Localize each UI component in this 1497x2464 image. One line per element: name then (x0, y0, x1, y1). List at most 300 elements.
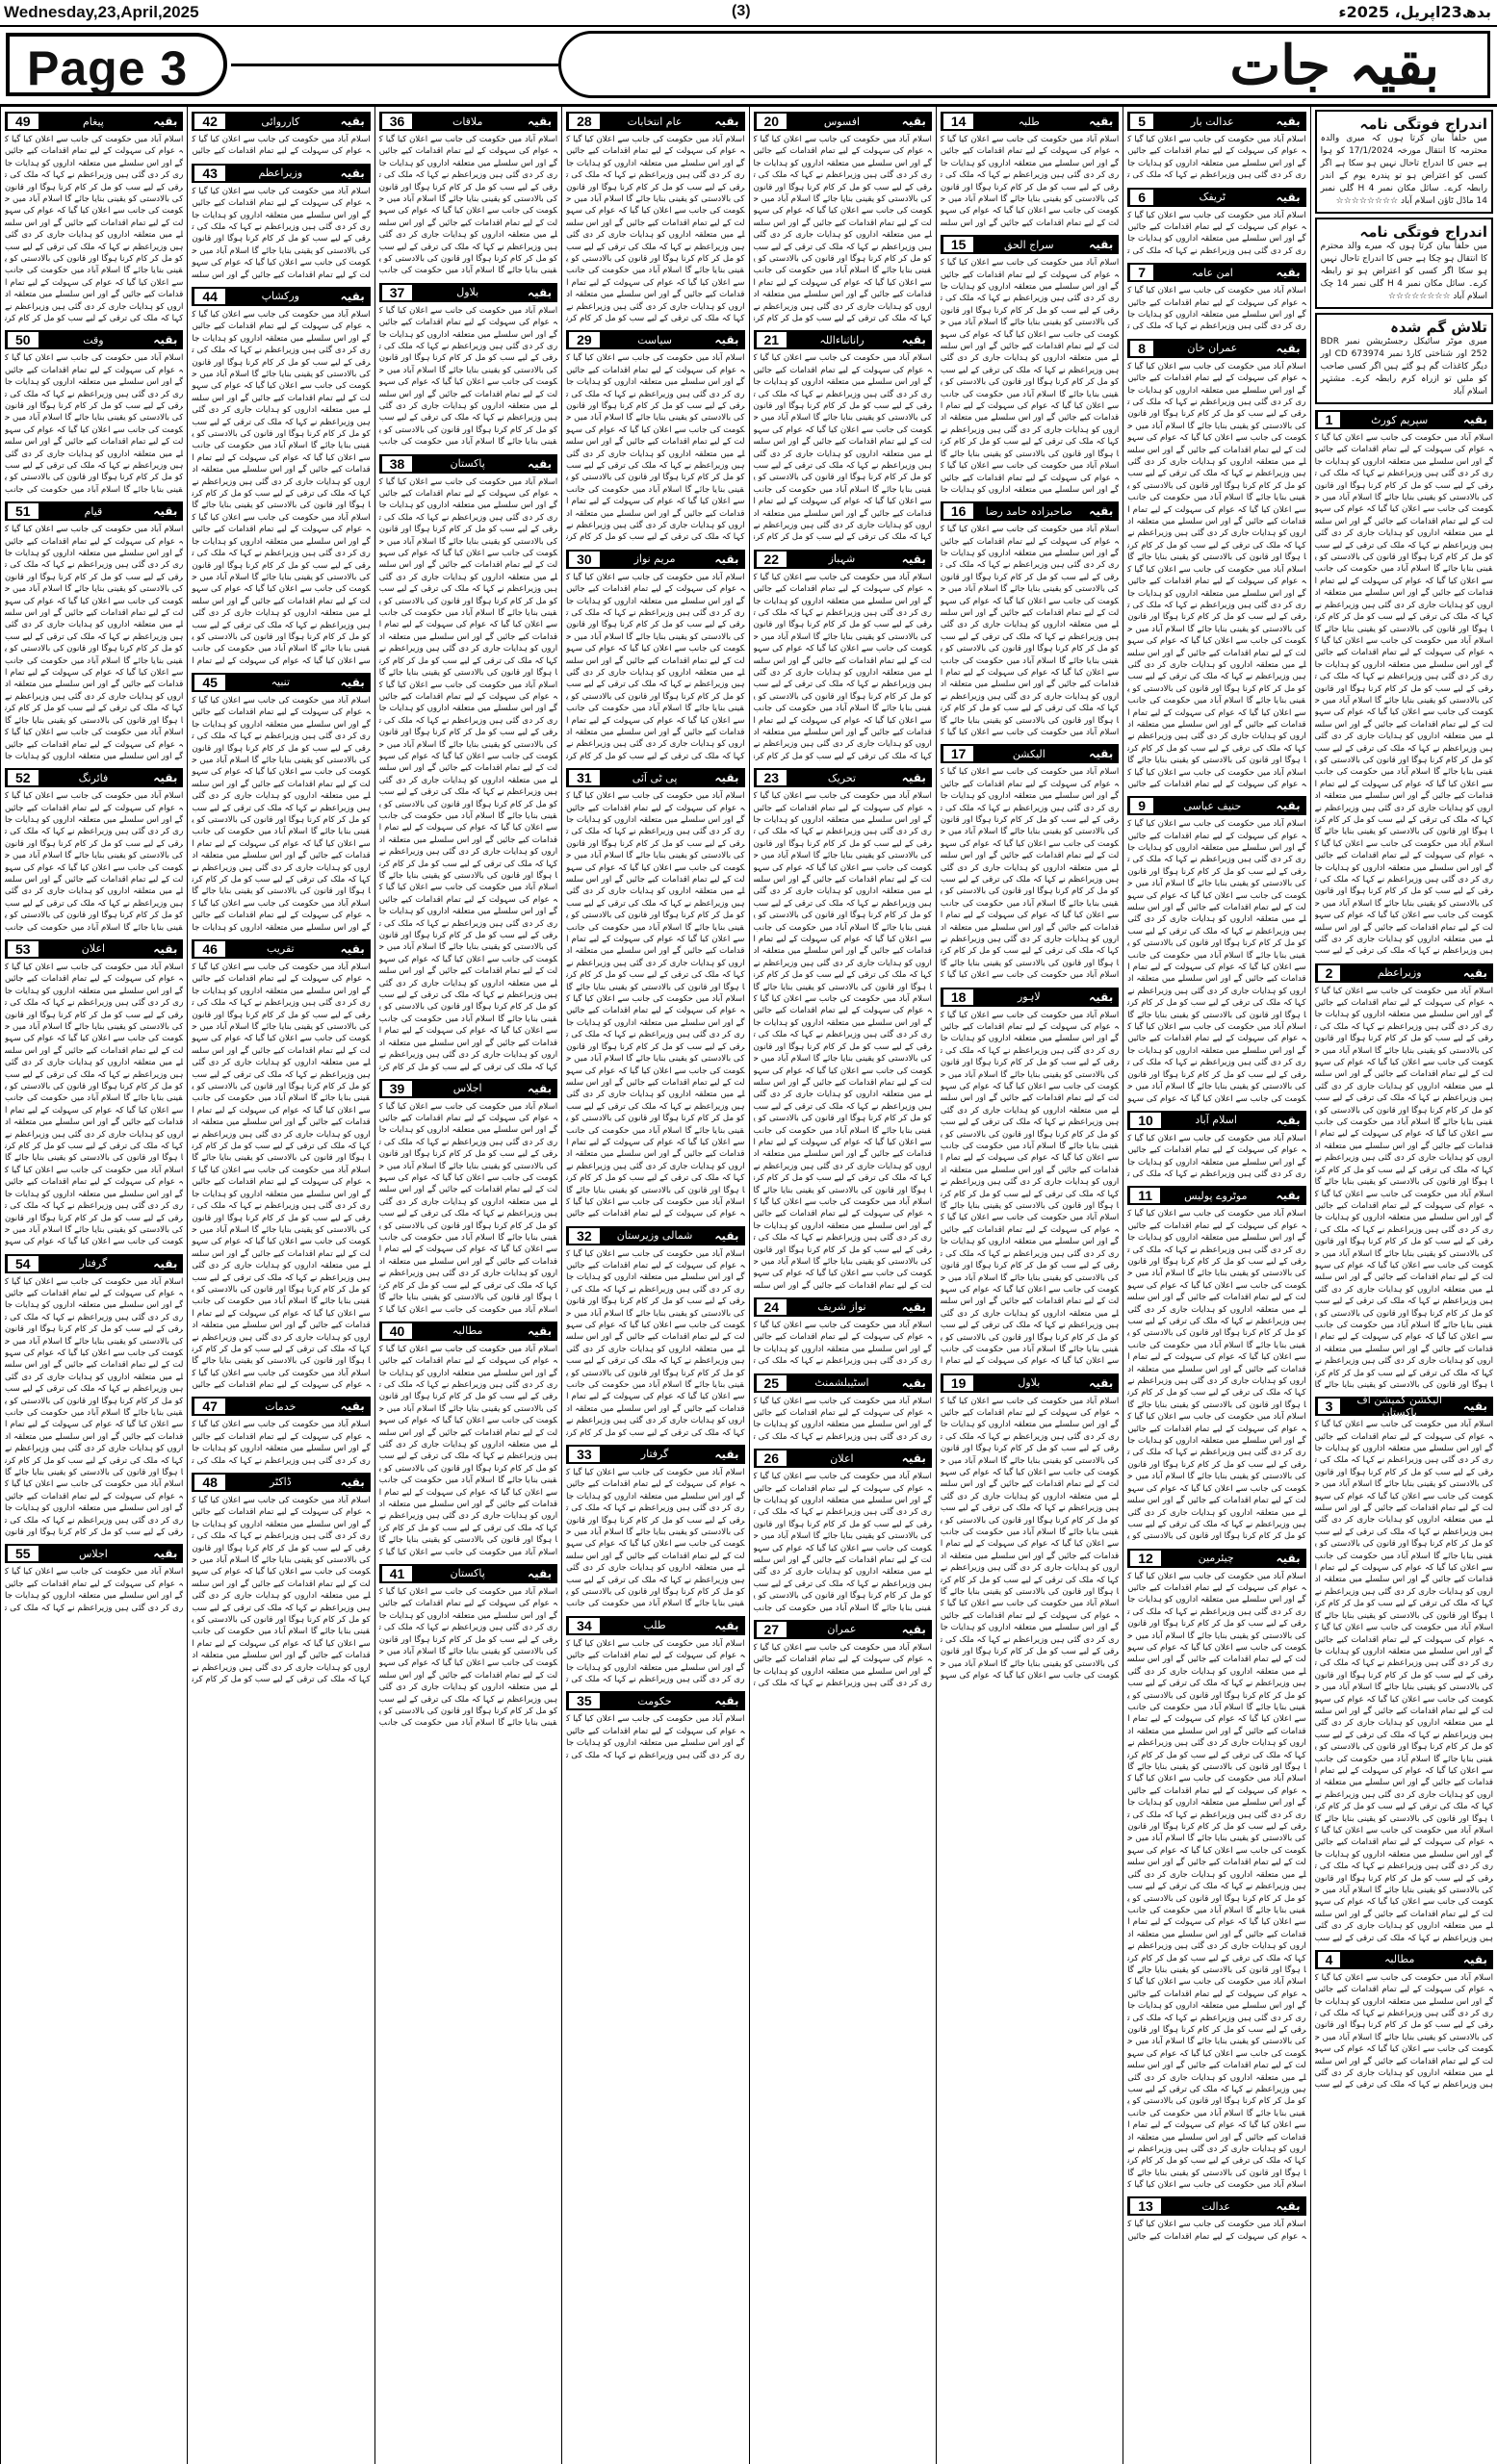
continuation-section (5, 330, 183, 496)
bqiya-label: بقیہ (1276, 1551, 1301, 1565)
date-right: بدھ23اپریل، 2025ء (1338, 3, 1491, 21)
date-left: Wednesday,23,April,2025 (4, 3, 199, 21)
bqiya-label: بقیہ (714, 771, 739, 785)
section-body-text: اسلام آباد میں حکومت کی جانب سے اعلان کیا گیا کہ عوام کی سہولت کے لیے تمام اقدامات کیے جائیں گے اور اس سلسلے میں متعلقہ اداروں کو ہدایات جاری کر دی گئی ہیں وزیراعظم نے کہا کہ ملک کی ت (753, 1642, 932, 1689)
section-number: 45 (194, 674, 226, 691)
section-body-text: اسلام آباد میں حکومت کی جانب سے اعلان کیا گیا کہ عوام کی سہولت کے لیے تمام اقدامات کیے جائیں گے اور اس سلسلے میں متعلقہ اداروں کو ہدایات جاری کر دی گئی ہیں وزیراعظم نے کہا کہ ملک کی ت (566, 1714, 745, 1760)
column-3 (936, 106, 1123, 2464)
section-body-text: اسلام آباد میں حکومت کی جانب سے اعلان کیا گیا کہ عوام کی سہولت کے لیے تمام اقدامات کیے جائیں گے اور اس سلسلے میں متعلقہ اداروں کو ہدایات جاری کر دی گئی ہیں وزیراعظم نے کہا کہ ملک کی ترقی کے لیے سب کو مل کر کام کرنا ہوگا اور قانون کی بالادستی کو یقینی بنایا جائے گا اسلام آباد میں حکومت کی جانب سے اعلان کیا گیا کہ عوام کی سہولت کے لیے تمام اقدامات کیے جائیں گے اور اس سلسلے میں متعلقہ اداروں کو ہدایات جاری کر دی گئی ہیں وزیراعظم نے کہا کہ ملک کی ترقی کے لیے سب کو مل کر کام کرنا ہوگا اور قانون کی بالادستی کو یقینی بنایا جائے گا اسلام آباد میں حکومت کی جانب سے اعلان کیا گیا کہ عوام کی سہولت کے لیے تمام اقدامات کیے جائیں گے اور اس سلسلے میں متعلقہ اداروں کو ہدایات جاری کر دی گئی ہیں وزیراعظم نے کہا کہ ملک کی ترقی کے لیے سب کو مل کر کام کرنا ہوگا اور قانون کی بالادستی کو یقینی بنایا جائے گا اسلام آباد میں حکومت کی جانب سے اعلان کیا گیا کہ عوام کی سہولت کے لیے تمام اقدامات کیے جائیں گے اور اس سلسلے میں متعلقہ اداروں کو ہدایات جاری کر دی گئی ہیں وزیراعظم نے کہا کہ ملک کی ترقی کے لیے سب کو مل کر کام کرنا ہوگا اور قانون کی بالادستی کو یقینی بنایا جائے گا اسلام آباد میں حکومت کی جانب سے اعلان کیا گیا کہ عوام کی سہولت کے لیے تمام اقدامات کیے جائیں گے اور اس سلسلے میں متعلقہ اداروں کو ہدایات جاری کر دی گئی ہیں وزیراعظم نے کہا کہ ملک کی ترقی کے لیے سب کو مل کر کام کرنا ہوگا اور قانون کی بالادستی کو یقینی بنایا جائے گا اسلام آباد میں حکومت کی جانب سے اعلان کیا گیا کہ عوام کی سہولت کے لیے تمام اقدامات کیے جائیں گے اور اس سلسلے میں متعلقہ اداروں کو ہدایات جاری کر دی گئی ہیں وزیراعظم نے کہا کہ ملک کی ترقی کے لیے سب کو مل کر کام کرنا ہوگا اور قانون کی بالادستی کو یقینی بنایا جائے گا اسلام آباد میں حکومت کی جانب سے اعلان کیا گیا کہ عوام کی سہولت کے لیے تمام اقدامات کیے جائیں گے اور اس سلسلے میں متعلقہ اداروں کو ہدایات جاری کر دی گئی ہیں وزیراعظم نے کہا کہ ملک کی ترقی کے لیے سب کو مل کر کام کرنا ہوگا اور قانون کی بالادستی کو یقینی بنایا جائے گا اسلام آباد میں حکومت کی جانب سے اعلان کیا گیا کہ عوام کی سہولت کے لیے تمام اقدامات کیے جائیں گے اور اس سلسلے میں متعلقہ اداروں کو ہدایات جاری کر دی گئی ہیں وزیراعظم نے کہا کہ ملک کی ترقی کے لیے سب کو مل کر کام کرنا ہوگا اور قانون کی بالادستی کو یقینی بنایا جائے گا اسلام آباد میں حکومت کی جانب سے اعلان کیا گیا کہ عوام کی سہولت کے لیے تمام اقدامات کیے جائیں گے اور اس سلسلے میں متعلقہ اداروں کو ہدایات جاری کر دی گئی ہیں وزیراعظم نے کہا کہ ملک کی ترقی کے لیے سب کو مل کر کام کرنا ہوگا اور قانون کی بالادستی کو یقینی بنایا جائے گا اسلام آباد میں حکومت کی جانب سے اعلان کیا گیا ک (1127, 1571, 1306, 2191)
continuation-section (754, 1449, 932, 1614)
bqiya-label: بقیہ (340, 115, 365, 128)
section-number: 36 (381, 113, 414, 130)
bqiya-label: بقیہ (1276, 1113, 1301, 1127)
section-header (192, 1473, 370, 1492)
section-number: 8 (1129, 340, 1154, 357)
continuation-section (1314, 1394, 1493, 1944)
continuation-section (379, 1322, 557, 1558)
section-title: نواز شریف (817, 1300, 866, 1314)
notice-box (1315, 110, 1493, 214)
section-header (1127, 796, 1305, 815)
bqiya-label: بقیہ (340, 1475, 365, 1489)
section-body-text: اسلام آباد میں حکومت کی جانب سے اعلان کیا گیا کہ عوام کی سہولت کے لیے تمام اقدامات کیے جائیں گے اور اس سلسلے میں متعلقہ اداروں کو ہدایات جاری کر دی گئی ہیں وزیراعظم نے کہا کہ ملک کی ترقی کے لیے سب کو مل کر کام کرنا ہوگا اور قانون کی بالادستی کو یقینی بنایا جائے گا اسلام آباد میں حکومت کی جانب سے اعلان کیا گیا کہ عوام کی سہولت کے لیے تمام اقدامات کیے جائیں گے اور اس سلسلے میں متعلقہ اداروں کو ہدایات جاری کر دی گئی ہیں وزیراعظم نے کہا کہ ملک کی ترقی کے لیے سب کو مل کر کام کرنا ہوگا اور قانون کی بالادستی کو یقینی بنایا جائے گا اسلام آباد میں حکومت کی جانب سے اعلان کیا گیا کہ عوام کی سہولت کے لیے تمام اقدامات کیے جائیں گے اور اس سلسلے میں متعلقہ اداروں کو ہدایات جاری کر دی گئی ہیں وزیراعظم نے کہا کہ ملک کی ترقی کے لیے سب کو مل کر کام کرنا ہوگا اور قانون کی بالادستی کو یقینی بنایا جائے گا اسلام آباد میں حکومت کی جانب سے اعلان کیا گیا کہ عوام کی سہولت کے لیے تمام اقدامات کیے جائیں گے اور اس سلسلے میں متعلقہ اداروں کو ہدایات جاری کر دی گئی ہیں وزیراعظم نے کہا کہ ملک کی ترقی کے لیے سب کو مل کر کام کرنا ہوگا اور قانون کی بالادستی کو یقینی بنایا جائے گا اسلام آباد میں حکومت کی جانب سے اعلان کیا گیا کہ عوام کی سہولت کے لیے تمام اقدامات کیے جائیں گے اور اس سلسلے میں متعلقہ اداروں کو ہدایات جاری کر دی گئی ہیں وزیراعظم نے کہا کہ ملک کی ترقی کے لیے سب کو مل کر کام کرنا ہوگا اور قانون کی بالادستی کو یقینی بنایا جائے گا اسلام آباد میں حکومت کی جانب سے اعلان کیا گیا کہ عوام کی سہولت کے لیے تمام ا (940, 1010, 1120, 1367)
page-number: (3) (732, 3, 751, 19)
bqiya-label: بقیہ (1276, 190, 1301, 204)
section-title: اسٹیبلشمنٹ (814, 1376, 869, 1390)
column-5 (561, 106, 748, 2464)
continuation-section (5, 768, 183, 934)
section-header (1127, 1549, 1305, 1568)
section-title: عام انتخابات (627, 115, 683, 128)
section-body-text: اسلام آباد میں حکومت کی جانب سے اعلان کیا گیا کہ عوام کی سہولت کے لیے تمام اقدامات کیے جائیں گے اور اس سلسلے میں متعلقہ اداروں کو ہدایات جاری کر دی گئی ہیں وزیراعظم نے کہا کہ ملک کی ترقی کے لیے سب کو مل کر کام کرنا ہوگا اور قانون کی بالادستی کو یقینی بنایا جائے گا اسلام آباد میں حکومت کی جانب سے اعلان کیا گیا کہ عوام کی سہولت کے لیے تمام اقدامات کیے جائیں گے اور اس سلسلے میں متعلقہ اداروں کو ہدایات جاری کر دی گئی ہیں وزیراعظم نے کہا کہ ملک کی ترقی کے لیے سب کو مل کر کام کرنا ہوگا اور قانون کی بالادستی کو یقینی بنایا جائے گا اسلام آباد میں حکومت کی جانب (5, 353, 184, 495)
continuation-section (5, 1254, 183, 1539)
continuation-section (941, 112, 1119, 229)
section-title: سپریم کورٹ (1371, 413, 1429, 426)
continuation-section (192, 1473, 370, 1685)
section-body-text: اسلام آباد میں حکومت کی جانب سے اعلان کیا گیا کہ عوام کی سہولت کے لیے تمام اقدامات کیے جائیں گے اور اس سلسلے میں متعلقہ اداروں کو ہدایات جاری کر دی گئی ہیں وزیراعظم نے کہا کہ ملک کی ترقی کے لیے سب کو مل کر کام کرنا ہوگا اور قانون کی بالادستی کو یقینی بنایا جائے گا اسلام آباد میں حکومت کی جانب سے اعلان کیا گیا کہ عوام کی سہولت کے لیے تمام اقدامات کیے جائیں گے اور اس سلسلے میں متعلقہ اداروں کو ہدایات جاری کر دی گئی ہیں وزیراعظم نے کہا کہ ملک کی ترقی کے لیے سب کو مل کر کام کرنا ہوگا اور قانون کی بالادستی کو یقینی بنایا جائے گا اسلام آباد میں حکومت کی جانب سے اعلان کیا گیا کہ عوام کی سہولت کے لیے تمام اقدامات کیے جائیں گے اور اس سلسلے میں متعلقہ اداروں کو ہدایات جاری کر دی گئی ہیں وزیراعظم نے کہا کہ ملک کی ترقی کے لیے سب کو مل کر کام کرن (753, 135, 932, 324)
bqiya-label: بقیہ (340, 941, 365, 956)
bqiya-label: بقیہ (901, 115, 926, 128)
section-body-text: اسلام آباد میں حکومت کی جانب سے اعلان کیا گیا کہ عوام کی سہولت کے لیے تمام اقدامات کیے جائیں گے اور اس سلسلے میں متعلقہ اداروں کو ہدایات جاری کر دی گئی ہیں وزیراعظم نے کہا کہ ملک کی ترقی کے لیے سب کو مل کر کام کرنا ہوگا اور قانون کی بالادستی کو یقینی بنایا جائے گا اسلام آباد میں حکومت کی جانب سے اعلان کیا گیا کہ عوام کی سہولت کے لیے تمام اقدامات کیے جائیں گے اور اس سلسلے میں متعلقہ اداروں کو ہدایات جاری کر دی گئی ہیں وزیراعظم نے کہا کہ ملک کی ترقی کے لیے سب کو مل کر کام کرنا ہوگا اور قانون کی بالادستی کو یقینی بنایا جائے گا اسلام آباد میں حکومت کی جانب سے اعلان کیا گیا کہ عوام کی سہولت کے لیے تمام اقدامات کیے جائیں گے اور اس سلسلے میں متعلقہ اداروں کو ہدایات جاری کر دی گئی ہیں وزیراعظم نے کہا کہ ملک کی ترقی کے لیے سب کو مل کر کام کرنا ہوگا اور قانون کی بالادستی کو یقینی بنایا جائے گا اسلام آباد میں حکومت کی جانب سے اعلان کیا گیا کہ عوام کی سہولت کے لیے تمام اقدامات کیے جائیں گے اور اس سلسلے میں متعلقہ اداروں کو ہدایات جا (5, 525, 184, 761)
section-number: 51 (7, 502, 39, 520)
section-title: پاکستان (450, 1567, 485, 1580)
section-title: بلاول (1018, 1376, 1041, 1390)
section-body-text: اسلام آباد میں حکومت کی جانب سے اعلان کیا گیا کہ عوام کی سہولت کے لیے تمام اقدامات کیے جائیں گے اور اس سلسلے میں متعلقہ اداروں کو ہدایات جاری کر دی گئی ہیں وزیراعظم نے کہا کہ ملک کی ترقی کے لیے سب کو مل کر کام کرنا ہوگا اور قانون کی بالادستی کو یقینی بنایا جائے گا اسلام آباد میں حکومت کی جانب سے اعلان کیا گیا کہ عوام کی سہولت کے لیے تمام اقدامات کیے جائیں گے اور اس سلسلے میں متعلقہ اداروں کو ہدایات جاری کر دی گئی ہیں وزیراعظم نے کہا کہ ملک کی ترقی کے لیے سب کو مل کر کام کرنا ہوگا اور قانون کی بالادستی کو یقینی بنایا جائے گا اسلام آباد میں حکومت کی جانب سے اعلان کیا گیا کہ عوام کی سہولت کے لیے تمام اقدامات کیے جائیں گے اور اس سلسلے میں متعلقہ اداروں کو ہدایات جاری کر دی گئی ہیں وزیراعظم نے کہا کہ ملک کی ترقی کے لیے سب کو مل کر کام کرنا ہوگا اور قانون کی بالادستی کو یقینی بنایا جائے گا اسلام آباد میں حکومت کی جانب سے اعلان کیا گیا کہ عوام کی سہولت کے لیے تمام اقدامات کیے جائیں گے اور اس سلسلے میں متعلقہ اداروں کو ہدایات جاری کر دی گئی ہیں وزیراعظم نے کہا کہ ملک کی ترقی کے لیے سب کو مل کر کام کرنا ہوگا اور قانون کی بالادستی کو یقینی بنایا جائے گا اسلام آباد میں حکومت کی جانب سے اعلان کیا گیا کہ عوام کی سہولت کے لیے تمام اقدامات کیے جائیں گے اور اس سلسلے میں متعلقہ اداروں کو ہدایات جاری کر دی گئی ہیں وزیراعظم نے کہا کہ ملک کی ترقی کے لیے سب کو مل کر کام کرنا ہوگا اور قانون کی بالادستی کو ی (1127, 1209, 1306, 1542)
section-title: خدمات (265, 1399, 297, 1413)
section-title: ٹریفک (1199, 191, 1226, 204)
section-body-text: اسلام آباد میں حکومت کی جانب سے اعلان کیا گیا کہ عوام کی سہولت کے لیے تمام اقدامات کیے جائیں گے اور اس سلسلے میں متعلقہ اداروں کو ہدایات جاری کر دی گئی ہیں وزیراعظم نے کہا کہ ملک کی ترقی کے لیے سب کو مل کر کام کرنا ہوگا اور قانون کی بالادستی کو یقینی بنایا جائے گا اسلام آباد میں حکومت کی جانب سے اعلان کیا گیا کہ عوام کی سہولت کے لیے تمام اقدامات کیے جائیں گے اور اس سلسلے میں متعلقہ اداروں کو ہدایات جاری کر دی گئی ہیں وزیراعظم نے کہا کہ ملک کی ترقی کے لیے سب کو مل کر کام کرنا ہوگا اور قانون کی بالادستی کو یقینی بنایا جائے گا اسلام آباد میں حکومت کی جانب سے اعلان کیا گیا کہ عوام کی سہولت کے لیے تمام اقدامات کیے جائیں گے اور اس سلسلے میں متعلقہ اداروں کو ہدایات جاری کر دی گئی ہیں وزیراعظم نے کہا کہ ملک کی ترقی کے لیے سب کو مل کر کام کرنا ہوگا اور قانون کی بالادستی کو یقینی بنایا جائے گا اسلام آباد میں حکومت کی جانب سے اعلان کیا گیا ک (378, 1101, 558, 1315)
section-number: 11 (1129, 1187, 1161, 1204)
section-header (1127, 2196, 1305, 2216)
section-header (1127, 112, 1305, 131)
section-body-text: اسلام آباد میں حکومت کی جانب سے اعلان کیا گیا کہ عوام کی سہولت کے لیے تمام اقدامات کیے جائیں گے اور اس سلسلے میں متعلقہ اداروں کو ہدایات جاری کر دی گئی ہیں وزیراعظم نے کہا کہ ملک کی ترقی کے لیے سب کو مل کر کام کرنا ہوگا اور قانون کی بالادستی کو یقینی بنایا جائے گا اسلام آباد میں حکومت کی جانب سے اعلان کیا گیا کہ عوام کی سہولت کے لیے تمام اقدامات کیے جائیں گے اور اس سلسلے میں متعلقہ اداروں کو ہدایات جاری کر دی گئی ہیں وزیراعظم نے کہا کہ ملک کی ترقی کے لیے سب کو مل کر کام کرنا ہوگا اور قانون کی بالادستی کو یقینی بنایا جائے گا اسلام آباد میں حکومت کی جانب سے اعلان کیا گیا کہ عوام کی سہولت کے لیے تمام اقدامات کیے جائیں گے اور اس سلسلے میں متعلقہ اداروں کو ہدایات جاری کر دی گئی ہیں وزیراعظم نے کہا کہ ملک کی ترقی کے لیے سب کو مل کر کام کرنا ہوگا اور قانون کی بالادستی کو یقینی بنایا جائے گا اسلام آباد میں حکومت کی جانب سے اعلان کیا گیا کہ عوام کی سہولت کے لیے تمام اقدامات کیے جائیں گے اور اس سلسلے میں متعلقہ اداروں کو ہدایات جاری کر دی گئی ہیں وزیراعظم نے کہا کہ ملک کی ترقی کے لیے سب کو مل کر کام کرنا ہوگا اور قانون کی بالادستی کو یقینی بنایا جائے گا اسلام آباد میں حکومت کی جانب سے اعلان کیا گیا کہ عوام کی سہولت کے لیے تمام اقدامات کیے جائیں گے اور اس سلسلے میں متعلقہ اداروں کو ہدایات جاری کر دی گئی ہیں وزیراعظم نے کہا کہ ملک کی ترقی کے لیے سب کو مل کر کام کرنا ہوگا اور قانون کی بالادستی کو یقینی بنایا جائے گا اسلام آباد میں حکومت کی جانب سے اعلان کیا گیا کہ عوام کی سہولت کے لیے تمام اقدامات کیے جائیں گے اور اس سلسلے میں متعلقہ اداروں کو ہدایات جاری کر دی گئی ہیں وزیراعظم نے کہا کہ ملک کی ترقی کے لیے سب کو مل کر کام کرنا ہوگا اور قانون کی بالادستی کو یقینی بنایا جائے گا اسلام آباد میں حکومت کی جانب سے اعلان کیا گیا کہ عوام کی سہولت کے لیے تمام اقدامات کیے جائیں گے اور اس سلسلے میں متعلقہ اداروں کو ہدایات جاری کر دی گئی ہیں وزیراعظم نے کہا کہ ملک کی ترقی کے لیے سب کو مل کر کام کرنا ہوگا اور قانون کی بالادستی کو یقینی بنایا جائے گا اسلام آباد میں حکومت کی جانب سے اعلان کیا گیا کہ عوام کی سہولت کے لیے تمام اقدامات کیے جائیں گے اور اس سلسلے میں متعلقہ اداروں کو ہدایات جاری کر دی گئی ہیں وزیراعظم نے کہا کہ ملک کی ترقی کے لیے سب کو مل کر کام کرنا ہوگا اور قانون کی بالادستی کو یقینی بنایا جائے گا اسلام آباد میں حکومت کی جانب سے اعلان کیا گیا کہ عوام کی سہولت کے لیے تمام اقدامات کیے جائیں گے اور اس سلسلے میں متعلقہ اداروں کو ہدایات جاری کر دی گئی ہیں وزیراعظم نے کہا کہ ملک کی ترقی کے لیے سب کو مل کر کام کرن (378, 476, 558, 1072)
section-header (192, 112, 370, 131)
section-number: 37 (381, 284, 414, 301)
continuation-section (1315, 1950, 1493, 2092)
section-header (5, 1254, 183, 1273)
section-header (941, 988, 1119, 1007)
section-number: 41 (381, 1565, 414, 1582)
section-number: 44 (194, 288, 226, 305)
section-header (5, 112, 183, 131)
section-body-text: اسلام آباد میں حکومت کی جانب سے اعلان کیا گیا کہ عوام کی سہولت کے لیے تمام اقدامات کیے جائیں گے اور اس سلسلے میں متعلقہ اداروں کو ہدایات جاری کر دی گئی ہیں وزیراعظم نے کہا کہ ملک کی ترقی کے لیے سب کو مل کر کام کرنا ہوگا اور قانون کی بالادستی کو یقینی بنایا جائے گا اسلام آباد میں حکومت کی جانب سے اعلان کیا گیا کہ عوام کی سہولت کے لیے تمام اقدامات کیے جائیں گے اور اس سلسلے میں متعلقہ اداروں کو ہدایات جاری کر دی گئی ہیں وزیراعظم نے کہا کہ ملک کی ترقی کے لیے سب کو مل کر کام کرنا ہوگا اور قانون کی بالادستی کو یقینی بنایا جائے گا اسلام آباد میں حکومت کی جانب سے اعلان کیا گیا کہ عوام کی سہولت کے لیے تمام اقدامات کیے جائیں گے اور اس سلسلے میں متعلقہ اداروں کو ہدایات جاری کر دی گئی ہیں وزیراعظم نے کہا کہ ملک کی ترقی کے لیے سب کو مل کر کام کرن (753, 353, 932, 543)
section-header (379, 1079, 557, 1098)
section-body-text: اسلام آباد میں حکومت کی جانب سے اعلان کیا گیا کہ عوام کی سہولت کے لیے تمام اقدامات کیے جائیں گے اور اس سلسلے میں متعلقہ اداروں کو ہدایات جاری کر دی گئی ہیں وزیراعظم نے کہا کہ ملک کی ترقی کے لیے سب کو مل کر کام کرنا ہوگا اور قانون کی بالادستی کو یقینی بنایا جائے گا اسلام آباد میں حکومت کی جانب سے اعلان کیا گیا کہ عوام کی سہولت کے لیے تمام اقدامات کیے جائیں گے اور اس سلسلے میں متعلقہ اداروں کو ہدایات جاری کر دی گئی ہیں وزیراعظم نے کہا کہ ملک کی ترقی کے لیے سب کو مل کر کام کرنا ہوگا اور قانون کی بالادستی کو یقینی بنایا جائے گا اسلام آباد میں حکومت کی جانب سے اعلان کیا گیا کہ عوام کی سہولت کے لیے تمام اقدامات کیے جائیں گے اور اس سلسلے میں متعلقہ اداروں کو ہدایات جاری کر دی گئی ہیں وزیراعظم نے کہا کہ ملک کی ترقی کے لیے سب کو مل کر کام کرنا ہوگا اور قانون کی بالادستی کو یقینی بنایا جائے گا اسلام آباد میں حکومت کی جانب سے اعلان کیا گیا ک (378, 1344, 558, 1557)
section-number: 24 (756, 1298, 788, 1316)
columns-area (0, 106, 1497, 2464)
continuation-section (5, 1544, 183, 1614)
continuation-section (754, 550, 932, 762)
section-title: مطالبہ (1383, 1953, 1415, 1966)
bqiya-label: بقیہ (901, 1299, 926, 1314)
continuation-section (754, 330, 932, 543)
continuation-section (941, 1373, 1119, 1682)
continuation-section (379, 1564, 557, 1730)
section-header (941, 501, 1119, 521)
bqiya-label: بقیہ (340, 1399, 365, 1414)
section-body-text: اسلام آباد میں حکومت کی جانب سے اعلان کیا گیا کہ عوام کی سہولت کے لیے تمام اقدامات کیے جائیں گے اور اس سلسلے میں متعلقہ اداروں کو ہدایات جاری کر دی گئی ہیں وزیراعظم نے کہا کہ ملک کی ترقی کے لیے سب کو مل کر کام کرنا ہوگا اور قانون کی بالادستی کو یقینی بنایا جائے گا اسلام آباد میں حکومت کی جانب سے اعلان کیا گیا کہ عوام کی سہولت کے لیے تمام اقدامات کیے جائیں گے اور اس سلسلے میں متعلقہ اداروں کو ہدایات جاری کر دی گئی ہیں وزیراعظم نے کہا کہ ملک کی ترقی کے لیے سب کو مل کر کام کرنا ہوگا اور قانون کی بالادستی کو یقینی بنایا جائے گا اسلام آباد میں حکومت کی جانب سے اعلان کیا گیا کہ عوام کی سہولت کے لیے تمام اقدامات کیے جائیں گے اور اس سلسلے میں متعلقہ اداروں کو ہدایات جاری کر دی گئی ہیں وزیراعظم نے کہا کہ ملک کی ترقی کے لیے سب کو مل کر کام کرنا ہوگا اور قانون کی بالادستی کو یقینی بنایا جائے گا اسلام آباد میں حکومت کی جانب سے اعلان کیا گیا کہ عوام کی سہولت کے لیے تمام اقدامات کیے جائیں گے اور اس سلسلے میں متعلقہ اداروں کو ہدایات جاری کر دی گئی ہیں وزیراعظم نے کہا کہ ملک کی ترقی کے لیے سب کو مل کر کام کرنا ہوگا اور قانون کی بالادستی کو یقینی بنایا جائے گا اسلام آباد میں حکومت کی جانب سے اعلان کیا گیا کہ عوام کی سہولت کے لیے تمام اقدامات کیے جائیں گے اور اس سلسلے میں متعلقہ اداروں کو ہدایات جاری کر دی گئی ہیں وزیراعظم نے کہا کہ ملک کی ترقی کے لیے سب کو مل کر کام کرنا ہوگا اور قانون کی بالادستی کو یقینی بنایا جائے گا اسلام آباد میں حکومت کی جانب سے اعلان کیا گیا کہ عوام کی سہولت کے لیے تمام اقدامات کیے جائیں گے اور اس سلسلے میں متعلقہ اداروں کو ہدایات جاری کر دی گئی ہیں وزیراعظم نے کہا کہ ملک کی ترقی کے لیے سب کو مل کر کام کرنا ہوگا اور قانون کی بالادستی کو یقینی بنایا جائے گا اسلام آباد میں حکومت کی جانب سے اعلان کیا گیا کہ عوام کی سہولت کے لیے تمام اقدامات کیے جائیں (1127, 361, 1306, 789)
section-title: پی ٹی آئی (632, 771, 678, 784)
section-title: پاکستان (450, 457, 485, 471)
section-title: الیکشن کمیشن آف پاکستان (1356, 1394, 1442, 1420)
continuation-section (941, 235, 1119, 496)
section-number: 12 (1129, 1550, 1162, 1567)
masthead-rule (231, 64, 558, 66)
section-header (5, 939, 183, 959)
section-header (566, 330, 744, 349)
page-label: Page 3 (27, 41, 189, 95)
section-body-text: اسلام آباد میں حکومت کی جانب سے اعلان کیا گیا کہ عوام کی سہولت کے لیے تمام اقدامات کیے جائیں گے اور اس سلسلے میں متعلقہ اداروں کو ہدایات جاری کر دی گئی ہیں وزیراعظم نے کہا کہ ملک کی ترقی کے لیے سب کو مل کر کام کرنا ہوگا اور قانون کی بالادستی کو یقینی بنایا جائے گا اسلام آباد میں حکومت کی جانب سے اعلان کیا گیا کہ عوام کی سہولت کے لیے تمام اقدامات کیے جائیں گے اور اس سلسلے میں متعلقہ اداروں کو ہدایات جاری کر دی گئی ہیں وزیراعظم نے کہا کہ ملک کی ترقی کے لیے سب کو مل کر کام کرنا ہوگا اور قانون کی بالادستی کو یقینی بنایا جائے گا اسلام آباد میں حکومت کی جانب سے اعلان کیا گیا کہ عوام کی سہولت کے لیے تمام اقدامات کیے جائیں گے اور اس سلسلے میں متعلقہ اداروں کو ہدایات جاری کر دی گئی ہیں وزیراعظم نے کہا کہ ملک کی ترقی کے لیے سب کو مل کر کام کرنا ہوگا اور قانون کی بالادستی کو یقینی بنایا جائے گا اسلام آباد میں حکومت کی جانب سے اعلان کیا گیا کہ عوام کی سہولت کے لیے تمام اقدامات کیے جائیں گے اور اس سلسلے میں متعلقہ اداروں کو ہدایات جاری کر دی گئی ہیں وزیراعظم نے کہا کہ ملک کی ترقی کے لیے سب کو مل کر کام کرنا ہوگا اور قانون کی بالادستی کو یقینی بنایا جائے گا اسلام آباد میں حکومت کی جانب سے اعلان کیا گیا کہ عوام کی سہولت کے لیے تمام اقدامات کیے جائیں گے اور اس سلسلے میں متعلقہ اداروں کو ہدایات جاری کر دی گئی ہیں وزیراعظم نے کہا کہ ملک کی ترقی کے لیے سب کو مل کر کام کرنا ہوگا اور قانون کی بالادستی کو یقینی بنایا جائے گا اسلام آباد میں حکومت کی جانب سے اعلان کیا گیا کہ عوام کی سہولت کے لیے تمام ا (192, 309, 371, 666)
section-header (1315, 1950, 1493, 1969)
continuation-section (1127, 188, 1305, 258)
bqiya-label: بقیہ (901, 552, 926, 566)
bqiya-label: بقیہ (1462, 413, 1487, 426)
continuation-section (379, 283, 557, 449)
bqiya-label: بقیہ (528, 115, 553, 128)
section-header (754, 550, 932, 569)
section-title: تنبیہ (271, 676, 291, 689)
section-title: الیکشن (1012, 747, 1045, 760)
continuation-section (192, 112, 370, 158)
section-body-text: اسلام آباد میں حکومت کی جانب سے اعلان کیا گیا کہ عوام کی سہولت کے لیے تمام اقدامات کیے جائیں گے اور اس سلسلے میں متعلقہ اداروں کو ہدایات جاری کر دی گئی ہیں وزیراعظم نے کہا کہ ملک کی ترقی کے لیے سب کو مل کر کام کرنا ہوگا اور قانون کی بالادستی کو یقینی بنایا جائے گا اسلام آباد میں حکومت کی جانب سے اعلان کیا گیا کہ عوام کی سہولت کے لیے تمام اقدامات کیے جائیں گے اور اس سلسلے میں متعلقہ اداروں کو ہدایات جاری کر دی گئی ہیں وزیراعظم نے کہا کہ ملک کی ترقی کے لیے سب کو مل کر کام کرنا ہوگا اور قانون کی بالادستی کو یقینی بنایا جائے گا اسلام آباد میں حکومت کی جانب (378, 135, 558, 276)
section-body-text: اسلام آباد میں حکومت کی جانب سے اعلان کیا گیا کہ عوام کی سہولت کے لیے تمام اقدامات کیے جائیں گے اور اس سلسلے میں متعلقہ اداروں کو ہدایات جاری کر دی گئی ہیں وزیراعظم نے کہا کہ ملک کی ترقی کے لیے سب کو مل کر کام کرنا ہوگا اور قانون کی بالادستی کو یقینی بنایا جائے گا اسلام آباد میں حکومت کی جانب سے اعلان کیا گیا کہ عوام کی سہولت کے لیے تمام اقدامات کیے جائیں گے اور اس سلسلے میں متعلقہ اداروں کو ہدایات جاری کر دی گئی ہیں وزیراعظم نے کہا کہ ملک کی ترقی کے لیے سب کو مل کر کام کرنا ہوگا اور قانون کی بالادستی کو یقینی بنایا جائے گا اسلام آباد میں حکومت کی جانب سے اعلان کیا گیا کہ عوام کی سہولت کے لیے تمام اقدامات کیے جائیں گے اور اس سلسلے میں متعلقہ اداروں کو ہدایات جاری کر دی گئی ہیں وزیراعظم نے کہا کہ ملک کی ترقی کے لیے سب کو مل کر کام کرنا ہوگا اور قانون کی بالادستی کو یقینی بنایا جائے گا اسلام آباد میں حکومت کی جانب سے اعلان کیا گیا کہ عوام کی سہولت کے لیے تمام اقدامات کیے جائیں گے اور اس سلسلے میں متعلقہ اداروں کو ہدایات جاری کر دی گئی ہیں وزیراعظم نے کہا کہ ملک کی ترقی کے لیے سب کو مل کر کام کرنا ہوگا اور قانون کی بالادستی کو یقینی بنایا جائے گا اسلام آباد میں حکومت کی جانب سے اعلان کیا گیا کہ عوام کی سہولت کے لیے تمام اقدامات کیے جائیں گے اور اس سلسلے میں متعلقہ اداروں کو ہدایات جاری کر دی گئی ہیں وزیراعظم نے کہا کہ ملک کی ترقی کے لیے سب کو مل کر کام کرنا ہوگا اور قانون کی بالادستی کو یقینی بنایا جائے گا اسلام آباد میں حکومت کی جانب سے اعلان کیا گیا کہ عوام کی سہولت کے لیے تمام اقدامات کیے جائیں گے اور اس سلسلے میں متعلقہ اداروں کو ہدایات جاری کر دی گئی ہیں وزیراعظم نے کہا کہ ملک کی ترقی کے لیے سب کو مل کر کام کرنا ہوگا اور قانون کی بالادستی کو یقینی بنایا جائے گا اسلام آباد میں حکومت کی جانب سے اعلان کیا گیا کہ عوام کی سہولت کے لیے تمام اقدامات کیے جائیں (566, 791, 745, 1219)
section-title: عمران (827, 1623, 857, 1636)
continuation-section (941, 988, 1119, 1368)
section-title: اجلاس (452, 1082, 482, 1095)
column-6 (374, 106, 561, 2464)
section-header (566, 550, 744, 569)
continuation-section (566, 1691, 744, 1761)
section-body-text: اسلام آباد میں حکومت کی جانب سے اعلان کیا گیا کہ عوام کی سہولت کے لیے تمام اقدامات کیے جائیں گے اور اس سلسلے میں متعلقہ اداروں کو ہدایات جاری کر دی گئی ہیں وزیراعظم نے کہا کہ ملک کی ترقی کے لیے سب کو مل کر کام کرنا ہوگا اور قانون کی بالادستی کو یقینی بنایا جائے گا اسلام آباد میں حکومت کی جانب سے اعلان کیا گیا کہ عوام کی سہولت کے لیے تمام اقدامات کیے جائیں گے اور اس سلسلے میں متعلقہ اداروں کو ہدایات جاری کر دی گئی ہیں وزیراعظم نے کہا کہ ملک کی ترقی کے لیے سب کو مل کر کام کرنا ہوگا اور قانون کی بالادستی کو یقینی بنایا جائے گا اسلام آباد میں حکومت کی جانب سے اعلان کیا گیا کہ عوام کی سہولت کے لیے تمام اقدامات کیے جائیں گے اور اس سلسلے میں متعلقہ اداروں کو ہدایات جاری کر دی گئی ہیں وزیراعظم نے کہا کہ ملک کی ترقی کے لیے سب کو مل کر کام کرنا ہوگا اور قانون کی بالادستی کو یقینی بنایا جائے گا اسلام آباد میں حکومت کی جانب سے اعلان کیا گیا کہ عوام کی سہولت کے لیے تمام اقدامات کیے جائیں گے اور اس سلسلے میں متعلقہ اداروں کو ہدایات جاری کر دی گئی ہیں وزیراعظم نے کہا کہ ملک کی ترقی کے لیے سب کو مل کر کام کرنا ہوگا اور قانون کی بالادستی کو یقینی بنایا جائے گا اسلام آباد میں حکومت کی جانب سے اعلان کیا گیا کہ عوام کی سہولت کے لیے تمام اقدامات کیے جائیں گے اور اس سلسلے میں متعلقہ اداروں کو ہدایات جاری کر دی گئی ہیں وزیراعظم نے کہا کہ ملک کی ترقی کے لیے سب کو مل کر کام کرنا ہوگا اور قانون کی بالادستی کو یقینی بنایا جائے گا اسلام آباد میں حکومت کی جانب سے اعلان کیا گیا کہ عوام کی سہولت کے لیے تمام اقدامات کیے جائیں گے اور اس سلسلے میں متعلقہ اداروں کو ہدایات جاری کر دی گئی ہیں وزیراعظم نے کہا کہ ملک کی ترقی کے لیے سب کو مل کر کام کرنا ہوگا اور قانون کی بالادستی کو یقینی بنایا جائے گا اسلام آباد میں حکومت کی جانب سے اعلان کیا گیا کہ عوام کی سہولت کے لیے تمام اقدامات کیے جائیں (192, 962, 371, 1391)
section-number: 14 (942, 113, 975, 130)
section-title: حنیف عباسی (1183, 799, 1242, 812)
continuation-section (566, 1616, 744, 1686)
bqiya-label: بقیہ (714, 115, 739, 128)
section-number: 5 (1129, 113, 1154, 130)
section-title: صاحبزادہ حامد رضا (985, 504, 1072, 518)
section-title: بلاول (456, 286, 479, 299)
section-body-text: اسلام آباد میں حکومت کی جانب سے اعلان کیا گیا کہ عوام کی سہولت کے لیے تمام اقدامات کیے جائیں گے اور اس سلسلے میں متعلقہ اداروں کو ہدایات جاری کر دی گئی ہیں وزیراعظم نے کہا کہ ملک کی ترقی کے لیے سب کو مل کر کام کرنا ہوگا اور قانون کی بالادستی کو یقینی بنایا جائے گا اسلام آباد میں حکومت کی جانب سے اعلان کیا گیا کہ عوام کی سہولت کے لیے تمام اقدامات کیے جائیں گے اور اس سلسلے میں متعلقہ اداروں کو ہدایات جاری کر دی گئی ہیں وزیراعظم نے کہا کہ ملک کی ترقی کے لیے سب کو مل کر کام کرنا ہوگا اور قانون کی بالادستی کو یقینی بنایا جائے گا اسلام آباد میں حکومت کی جانب سے اعلان کیا گیا کہ عوام کی سہولت کے لیے تمام اقدامات کیے جائیں گے اور اس سلسلے میں متعلقہ اداروں کو ہدایات جاری کر دی گئی ہیں وزیراعظم نے کہا کہ ملک کی ترقی کے لیے سب کو مل کر کام کرنا ہوگا اور قانون کی بالادستی کو یقینی بنایا جائے گا اسلام آباد میں حکومت کی جانب سے اعلان کیا گیا کہ عوام کی سہولت کے لیے تمام اقدامات کیے جائیں گے اور اس سلسلے میں متعلقہ اداروں کو ہدایات جاری کر دی گئی ہیں وزیراعظم نے کہا کہ ملک کی ترقی کے لیے سب کو مل کر کام کرنا ہوگا اور قانون کی بالادستی کو یقینی بنایا جائے گا اسلام آباد میں حکومت کی جانب سے اعلان کیا گیا کہ عوام کی سہو (5, 962, 184, 1247)
section-body-text: اسلام آباد میں حکومت کی جانب سے اعلان کیا گیا کہ عوام کی سہولت کے لیے تمام اقدامات کیے جائیں گے اور اس سلسلے میں متعلقہ اداروں کو ہدایات جاری کر دی گئی ہیں وزیراعظم نے کہا کہ ملک کی ت (192, 1420, 371, 1466)
section-number: 29 (568, 331, 601, 348)
continuation-section (566, 1445, 744, 1610)
section-header (1127, 1111, 1305, 1130)
bqiya-label: بقیہ (153, 333, 178, 347)
section-header (1127, 1186, 1305, 1205)
section-title: گرفتار (640, 1448, 669, 1461)
section-number: 15 (942, 236, 975, 253)
section-header (754, 1373, 932, 1393)
notice-title: تلاش گم شدہ (1390, 319, 1487, 336)
bqiya-label: بقیہ (901, 333, 926, 347)
continuation-section (566, 112, 744, 324)
section-body-text: اسلام آباد میں حکومت کی جانب سے اعلان کیا گیا کہ عوام کی سہولت کے لیے تمام اقدامات کیے جائیں گے اور اس سلسلے میں متعلقہ اداروں کو ہدایات جاری کر دی گئی ہیں وزیراعظم نے کہا کہ ملک کی ت (753, 1396, 932, 1442)
section-body-text: اسلام آباد میں حکومت کی جانب سے اعلان کیا گیا کہ عوام کی سہولت کے لیے تمام اقدامات کیے جائیں گے اور اس سلسلے میں متعلقہ اداروں کو ہدایات جاری کر دی گئی ہیں وزیراعظم نے کہا کہ ملک کی ت (1127, 135, 1306, 181)
section-body-text: اسلام آباد میں حکومت کی جانب سے اعلان کیا گیا کہ عوام کی سہولت کے لیے تمام اقدامات کیے جائیں گے اور اس سلسلے میں متعلقہ اداروں کو ہدایات جاری کر دی گئی ہیں وزیراعظم نے کہا کہ ملک کی ت (1127, 1133, 1306, 1179)
bqiya-label: بقیہ (153, 1547, 178, 1561)
section-title: اعلان (81, 942, 106, 956)
bqiya-label: بقیہ (714, 1228, 739, 1243)
section-number: 38 (381, 455, 414, 473)
section-body-text: اسلام آباد میں حکومت کی جانب سے اعلان کیا گیا کہ عوام کی سہولت کے لیے تمام اقدامات کیے جائیں گے اور اس سلسلے میں متعلقہ اداروں کو ہدایات جاری کر دی گئی ہیں وزیراعظم نے کہا کہ ملک کی ترقی کے لیے سب کو مل کر کام کرنا ہوگا اور قانون کی بالادستی کو یقینی بنایا جائے گا اسلام آباد میں حکومت کی جانب سے اعلان کیا گیا کہ عوام کی سہولت کے لیے تمام اقدامات کیے جائیں گے اور اس سلسلے میں متعلقہ اداروں کو ہدایات جاری کر دی گئی ہیں وزیراعظم نے کہا کہ ملک کی ترقی کے لیے سب کو مل کر کام کرنا ہوگا اور قانون کی بالادستی کو یقینی بنایا جائے گا اسلام آباد میں حکومت کی جانب سے اعلان کیا گیا کہ عوام کی سہولت کے لیے تمام اقدامات کیے جائیں گے اور اس سلسلے میں متعلقہ اداروں کو ہدایات جاری کر دی گئی ہیں وزیراعظم نے کہا کہ ملک کی ترقی کے لیے سب کو مل کر کام کرنا ہوگا اور قانون کی بالادستی کو یقینی بنایا جائے گا اسلام آباد میں حکومت کی جانب سے اعلان کیا گیا کہ عوام کی سہولت کے لیے تمام اقدامات کیے جائیں گے اور اس سلسلے میں متعلقہ اداروں کو ہدایات جاری کر دی گئی ہیں وزیراعظم نے کہا کہ ملک کی ترقی کے لیے سب کو مل کر کام کرنا ہوگا اور قانون کی بالادستی کو یقینی بنایا جائے گا اسلام آباد میں حکومت کی جانب سے اعلان کیا گیا کہ عوام کی سہولت کے لیے تمام اقدامات کیے جائیں گے اور اس سلسلے میں متعلقہ اداروں کو ہدایات جاری کر دی گئی ہیں وزیراعظم نے کہا کہ ملک کی ترقی کے لیے سب کو مل کر کام کرنا ہوگا اور قانون کی بالادستی کو یقینی بنایا جائے گا اسلام آباد میں حکومت کی جانب سے اعلان کیا گیا کہ عوام کی سہولت کے لیے تمام اقدامات کیے جائیں گے اور اس سلسلے میں متعلقہ اداروں کو ہدایات جاری کر دی گئی ہیں وزیراعظم نے کہا کہ ملک کی ترقی کے لیے سب کو مل کر کام کرنا ہوگا اور قانون کی بالادستی کو یقینی بنایا جائے گا اسلام آباد میں حکومت کی جانب سے اعلان کیا گیا کہ عوام کی سہولت کے لیے تمام اقدامات کیے جائیں گے اور اس سلسلے میں متعلقہ اداروں کو ہدایات جاری کر دی گئی ہیں وزیراعظم نے کہا کہ ملک کی ترقی کے لیے سب کو مل کر کام کرنا ہوگا اور قانون کی بالادستی کو یقینی بنایا جائے گا اسلام آباد میں حکومت کی جانب سے اعلان کیا گیا کہ عوام کی سہولت کے لیے تمام اقدامات کیے جائیں گے اور اس سلسلے میں متعلقہ اداروں کو ہدایات جاری کر دی گئی ہیں وزیراعظم نے کہا کہ ملک کی ترقی کے لیے سب (1314, 433, 1493, 957)
section-header (379, 1322, 557, 1341)
bqiya-label: بقیہ (1276, 1189, 1301, 1203)
bqiya-label: بقیہ (714, 1447, 739, 1461)
section-body-text: اسلام آباد میں حکومت کی جانب سے اعلان کیا گیا کہ عوام کی سہولت کے لیے تمام اقدامات کیے جائیں گے اور اس سلسلے میں متعلقہ اداروں کو ہدایات جاری کر دی گئی ہیں وزیراعظم نے کہا کہ ملک کی ترقی کے لیے سب کو مل کر کام کرنا ہوگا اور قانون کی بالادستی کو یقینی بنایا جائے گا اسلام آباد میں حکومت کی جانب سے اعلان کیا گیا کہ عوام کی سہولت کے لیے تمام اقدامات کیے جائیں گے اور اس سلسلے میں متعلقہ اداروں کو ہدایات جاری کر دی گئی ہیں وزیراعظم نے کہا کہ ملک کی ترقی کے لیے سب کو مل کر کام کرنا ہوگا اور قانون کی بالادستی کو یقینی بنایا جائے گا اسلام آباد میں حکومت کی جانب (566, 1467, 745, 1609)
masthead (0, 27, 1497, 107)
section-header (1315, 1394, 1493, 1420)
bqiya-label: بقیہ (1276, 266, 1301, 280)
continuation-section (941, 501, 1119, 738)
bqiya-label: بقیہ (528, 285, 553, 299)
section-body-text: اسلام آباد میں حکومت کی جانب سے اعلان کیا گیا کہ عوام کی سہولت کے لیے تمام اقدامات کیے جائیں گے اور اس سلسلے میں متعلقہ اداروں کو ہدایات جاری کر دی گئی ہیں وزیراعظم نے کہا کہ ملک کی ترقی کے لیے سب کو مل کر کام کرنا ہوگا اور قانون کی بالادستی کو یقینی بنایا جائے گا اسلام آباد میں حکومت کی جانب سے اعلان کیا گیا کہ عوام کی سہولت کے لیے تمام اقدامات کیے جائیں گے اور اس سلسلے میں متعلقہ اداروں کو ہدایات جاری کر دی گئی ہیں وزیراعظم نے کہا کہ ملک کی ترقی کے لیے سب کو مل کر کام کرنا ہوگا اور قانون کی بالادستی کو یقینی بنایا جائے گا اسلام آباد میں حکومت کی جانب سے اعلان کیا گیا کہ عوام کی سہولت کے لیے تمام اقدامات کیے جائیں گے اور اس سلسلے میں متعلقہ اداروں کو ہدایات جاری کر دی گئی ہیں وزیراعظم نے کہا کہ ملک کی ترقی کے لیے سب کو مل کر کام کرن (566, 1248, 745, 1438)
section-header (566, 768, 744, 787)
section-header (379, 454, 557, 474)
notice-text: میں حلفاً بیان کرتا ہوں کہ میرے والد محترم کا انتقال ہو چکا ہے جس کا اندراج تاحال نہیں ہو سکا اگر کسی کو اعتراض ہو تو رابطہ کرے۔ سائل مکان نمبر H 4 گلی نمبر 14 چک اسلام آباد ☆☆☆☆☆☆☆☆ (1320, 242, 1487, 301)
section-body-text: اسلام آباد میں حکومت کی جانب سے اعلان کیا گیا کہ عوام کی سہولت کے لیے تمام اقدامات کیے جائیں گے اور اس سلسلے میں متعلقہ اداروں کو ہدایات جاری کر دی گئی ہیں وزیراعظم نے کہا کہ ملک کی ترقی کے لیے سب کو مل کر کام کرنا ہوگا اور قانون کی بالادستی کو یقینی بنایا جائے گا اسلام آباد میں حکومت کی جانب سے اعلان کیا گیا کہ عوام کی سہولت کے لیے تمام اقدامات کیے جائیں گے اور اس سلس (192, 186, 371, 280)
bqiya-label: بقیہ (1089, 747, 1114, 761)
continuation-section (754, 1297, 932, 1368)
bqiya-label: بقیہ (901, 1451, 926, 1466)
section-title: طلبہ (1018, 115, 1040, 128)
section-number: 52 (7, 769, 39, 786)
section-header (754, 768, 932, 787)
section-title: تحریک (827, 771, 856, 784)
section-body-text: اسلام آباد میں حکومت کی جانب سے اعلان کیا گیا کہ عوام کی سہولت کے لیے تمام اقدامات کیے جائیں گے اور اس سلسلے میں متعلقہ اداروں کو ہدایات جاری کر دی گئی ہیں وزیراعظم نے کہا کہ ملک کی ترقی کے لیے سب کو مل کر کام کرنا ہوگا اور قانون کی بالادستی کو یقینی بنایا جائے گا اسلام آباد میں حکومت کی جانب سے اعلان کیا گیا کہ عوام کی سہولت کے لیے تمام اقدامات کیے جائیں گے اور اس سلسلے میں متعلقہ اداروں کو ہدایات جاری کر دی گئی ہیں وزیراعظم نے کہا کہ ملک کی ترقی کے لیے سب کو مل کر کام کرنا ہوگا اور قانون کی بالادستی کو یقینی بنایا جائے گا اسلام آباد میں حکومت کی جانب سے اعلان کیا گیا کہ عوام کی سہولت کے لیے تمام اقدامات کیے جائیں گے اور اس سلسلے میں متعلقہ اداروں کو ہدایات جاری کر دی گئی ہیں وزیراعظم نے کہا کہ ملک کی ترقی کے لیے سب کو مل کر کام کرن (566, 353, 745, 543)
bqiya-label: بقیہ (1089, 504, 1114, 519)
section-body-text: اسلام آباد میں حکومت کی جانب سے اعلان کیا گیا کہ عوام کی سہولت کے لیے تمام اقدامات کیے جائیں گے اور اس سلسلے میں متعلقہ اداروں کو ہدایات جاری کر دی گئی ہیں وزیراعظم نے کہا کہ ملک کی ترقی کے لیے سب کو مل کر کام کرنا ہوگا اور قانون کی بالادستی کو یقینی بنایا جائے گا اسلام آباد میں حکومت کی جانب سے اعلان کیا گیا کہ عوام کی سہولت کے لیے تمام اقدامات کیے جائیں گے اور اس سلسلے میں متعلقہ اداروں کو ہدایات جاری کر دی گئی ہیں وزیراعظم نے کہا کہ ملک کی ترقی کے لیے سب کو مل کر کام کرنا ہوگا اور قانون کی بالادستی کو یقینی بنایا جائے گا اسلام آباد میں حکومت کی جانب (753, 1472, 932, 1613)
section-title: عدالت (1201, 2199, 1230, 2213)
section-number: 1 (1317, 411, 1342, 428)
bqiya-label: بقیہ (1276, 115, 1301, 128)
section-title: تقریب (267, 942, 295, 956)
section-number: 9 (1129, 797, 1154, 814)
section-title: وزیراعظم (1377, 966, 1422, 980)
section-header (754, 1297, 932, 1317)
section-title: راناثناءاللہ (819, 333, 865, 346)
section-header (192, 939, 370, 959)
continuation-section (754, 1620, 932, 1690)
continuation-section (192, 164, 370, 281)
section-title: مطالبہ (452, 1324, 483, 1338)
continuation-section (941, 744, 1119, 981)
section-title: کارروائی (261, 115, 300, 128)
section-number: 19 (942, 1374, 975, 1392)
section-body-text: اسلام آباد میں حکومت کی جانب سے اعلان کیا گیا کہ عوام کی سہولت کے لیے تمام اقدامات کیے جائیں گے اور اس سلسلے میں متعلقہ اداروں کو ہدایات جاری کر دی گئی ہیں وزیراعظم نے کہا کہ ملک کی ترقی کے لیے سب کو مل کر کام کرنا ہوگا اور قانون کی بالادستی کو یقینی بنایا جائے گا اسلام آباد میں حکومت کی جانب سے اعلان کیا گیا کہ عوام کی سہولت کے لیے تمام اقدامات کیے جائیں گے اور اس سلسلے میں متعلقہ اداروں کو ہدایات جاری کر دی گئی ہیں وزیراعظم نے کہا کہ ملک کی ترقی کے لیے سب کو مل کر کام کرنا ہوگا اور قانون کی بالادستی کو یقینی بنایا جائے گا اسلام آباد میں حکومت کی جانب سے اعلان کیا گیا کہ عوام کی سہولت کے لیے تمام اقدامات کیے جائیں گے اور اس سلسلے میں متعلقہ اداروں کو ہدایات جاری کر دی گئی ہیں وزیراعظم نے کہا کہ ملک کی ترقی کے لیے سب کو مل کر کام کرن (5, 135, 184, 324)
continuation-section (1127, 339, 1305, 790)
section-title: حکومت (637, 1694, 672, 1707)
notice-text: میں حلفاً بیان کرتا ہوں کہ میری والدہ محترمہ کا انتقال مورخہ 17/1/2024 کو ہوا ہے جس کا اندراج تاحال نہیں ہو سکا ہے اگر کسی کو اعتراض ہو تو پندرہ یوم کے اندر رابطہ کرے۔ سائل مکان نمبر H 4 گلی نمبر 14 ماڈل ٹاؤن اسلام آباد ☆☆☆☆☆☆☆☆ (1320, 134, 1487, 206)
section-body-text: اسلام آباد میں حکومت کی جانب سے اعلان کیا گیا کہ عوام کی سہولت کے لیے تمام اقدامات کیے جائیں (1127, 2220, 1306, 2242)
continuation-section (1127, 796, 1305, 1105)
continuation-section (379, 454, 557, 1073)
continuation-section (5, 112, 183, 324)
section-number: 32 (568, 1227, 601, 1245)
section-body-text: اسلام آباد میں حکومت کی جانب سے اعلان کیا گیا کہ عوام کی سہولت کے لیے تمام اقدامات کیے جائیں گے اور اس سلسلے میں متعلقہ اداروں کو ہدایات جاری کر دی گئی ہیں وزیراعظم نے کہا کہ ملک کی ت (5, 1567, 184, 1613)
bqiya-label: بقیہ (528, 456, 553, 471)
section-header (754, 1449, 932, 1468)
section-title: اسلام آباد (1195, 1114, 1237, 1127)
section-header (754, 1620, 932, 1639)
section-number: 35 (568, 1692, 601, 1709)
column-7 (187, 106, 374, 2464)
section-number: 39 (381, 1080, 414, 1097)
section-number: 3 (1317, 1398, 1342, 1415)
section-body-text: اسلام آباد میں حکومت کی جانب سے اعلان کیا گیا کہ عوام کی سہولت کے لیے تمام اقدامات کیے جائیں گے اور اس سلسلے میں متعلقہ اداروں کو ہدایات جاری کر دی گئی ہیں وزیراعظم نے کہا کہ ملک کی ترقی کے لیے سب کو مل کر کام کرنا ہوگا اور قانون کی بالادستی کو یقینی بنایا جائے گا اسلام آباد میں حکومت کی جانب سے اعلان کیا گیا کہ عوام کی سہولت کے لیے تمام اقدامات کیے جائیں گے اور اس سلسلے میں متعلقہ اداروں کو ہدایات جاری کر دی گئی ہیں وزیراعظم نے کہا کہ ملک کی ترقی کے لیے سب کو مل کر کام کرنا ہوگا اور قانون کی بالادستی کو یقینی بنایا جائے گا اسلام آباد میں حکومت کی جانب سے اعلان کیا گیا کہ عوام کی سہولت کے لیے تمام اقدامات کیے جائیں گے اور اس سلسلے میں متعلقہ اداروں کو ہدایات جاری کر دی گئی ہیں وزیراعظم نے کہا کہ ملک کی ترقی کے لیے سب کو مل کر کام کرن (192, 1495, 371, 1685)
section-number: 55 (7, 1545, 39, 1562)
section-body-text: اسلام آباد میں حکومت کی جانب سے اعلان کیا گیا کہ عوام کی سہولت کے لیے تمام اقدامات کیے جائیں گے اور اس سلسلے میں متعلقہ اداروں کو ہدایات جاری کر دی گئی ہیں وزیراعظم نے کہا کہ ملک کی ترقی کے لیے سب کو مل کر کام کرنا ہوگا اور قانون کی بالادستی کو یقینی بنایا جائے گا اسلام آباد میں حکومت کی جانب سے اعلان کیا گیا کہ عوام کی سہولت کے لیے تمام اقدامات کیے جائیں گے اور اس سلسلے میں متعلقہ اداروں کو ہدایات جاری کر دی گئی ہیں وزیراعظم نے کہا کہ ملک کی ترقی کے لیے سب کو مل کر کام کرنا ہوگا اور قانون کی بالادستی کو یقینی بنایا جائے گا اسلام آباد میں حکومت کی جانب (378, 1586, 558, 1729)
section-body-text: اسلام آباد میں حکومت کی جانب سے اعلان کیا گیا کہ عوام کی سہولت کے لیے تمام اقدامات کیے جائیں گے اور اس سلسلے میں متعلقہ اداروں کو ہدایات جاری کر دی گئی ہیں وزیراعظم نے کہا کہ ملک کی ترقی کے لیے سب کو مل کر کام کرنا ہوگا اور قانون کی بالادستی کو یقینی بنایا جائے گا اسلام آباد میں حکومت کی جانب سے اعلان کیا گیا کہ عوام کی سہولت کے لیے تمام اقدامات کیے جائیں گے اور اس سلسلے میں متعلقہ اداروں کو ہدایات جاری کر دی گئی ہیں وزیراعظم نے کہا کہ ملک کی ترقی کے لیے سب کو مل کر کام کرنا ہوگا اور قانون کی بالادستی کو یقینی بنایا جائے گا اسلام آباد میں حکومت کی جانب سے اعلان کیا گیا کہ عوام کی سہولت کے لیے تمام اقدامات کیے جائیں گے اور اس سلسلے میں متعلقہ اداروں کو ہدایات جاری کر دی گئی ہیں وزیراعظم نے کہا کہ ملک کی ترقی کے لیے سب کو مل کر کام کرن (753, 572, 932, 761)
bqiya-label: بقیہ (714, 333, 739, 347)
section-number: 40 (381, 1322, 414, 1340)
column-8 (0, 106, 187, 2464)
section-number: 27 (756, 1621, 788, 1638)
bqiya-label: بقیہ (340, 166, 365, 180)
section-title: امن عامہ (1191, 266, 1233, 279)
continuation-section (1127, 1111, 1305, 1181)
section-number: 18 (942, 988, 975, 1006)
section-number: 53 (7, 940, 39, 958)
bqiya-label: بقیہ (153, 504, 178, 519)
section-title: فائرنگ (78, 771, 109, 784)
section-title: ملاقات (452, 115, 483, 128)
section-number: 43 (194, 165, 226, 182)
bqiya-label: بقیہ (1089, 989, 1114, 1004)
section-header (566, 1226, 744, 1245)
continuation-section (754, 1373, 932, 1444)
column-2 (1123, 106, 1309, 2464)
continuation-section (192, 1397, 370, 1467)
continuation-section (1315, 410, 1493, 958)
bqiya-label: بقیہ (901, 1622, 926, 1636)
bqiya-label: بقیہ (1089, 115, 1114, 128)
section-number: 25 (756, 1374, 788, 1392)
continuation-section (1315, 963, 1493, 1392)
section-title: سیاست (637, 333, 673, 346)
section-header (1127, 263, 1305, 282)
top-date-bar (0, 0, 1497, 27)
section-title: شہباز (828, 552, 856, 566)
section-number: 34 (568, 1617, 601, 1634)
section-number: 16 (942, 502, 975, 520)
section-body-text: اسلام آباد میں حکومت کی جانب سے اعلان کیا گیا کہ عوام کی سہولت کے لیے تمام اقدامات کیے جائیں گے اور اس سلسلے میں متعلقہ اداروں کو ہدایات جاری کر دی گئی ہیں وزیراعظم نے کہا کہ ملک کی ترقی کے لیے سب کو مل کر کام کرنا ہوگا اور قانون کی بالادستی کو یقینی بنایا جائے گا اسلام آباد میں حکومت کی جانب سے اعلان کیا گیا کہ عوام کی سہولت کے لیے تمام اقدامات کیے جائیں گے اور اس سلسلے میں متعلقہ اداروں کو ہدایات جاری کر دی گئی ہیں وزیراعظم نے کہا کہ ملک کی ترقی کے لیے سب کو مل کر کام کرنا ہوگا اور قانون کی بالادستی کو یقینی بنایا جائے گا اسلام آباد میں حکومت کی جانب سے اعلان کیا گیا کہ عوام کی سہولت کے لیے تمام اقدامات کیے جائیں گے اور اس سلسلے میں متعلقہ اداروں کو ہدایات جاری کر دی گئی ہیں وزیراعظم نے کہا کہ ملک کی ترقی کے لیے سب کو مل کر کام کرنا ہوگا اور قانون کی بالادستی کو یقینی بنایا جائے گا اسلام آباد میں حکومت کی جانب سے اعلان کیا گیا کہ عوام کی سہولت کے لیے تمام اقدامات کیے جائیں گے اور اس سلسلے میں متعلقہ اداروں کو ہدایات جا (192, 695, 371, 933)
continuation-section (754, 768, 932, 1292)
section-title: گرفتار (79, 1257, 108, 1270)
section-title-box (558, 31, 1490, 98)
bqiya-label: بقیہ (1462, 965, 1487, 980)
section-header (379, 112, 557, 131)
continuation-section (379, 1079, 557, 1316)
section-title: اجلاس (79, 1547, 108, 1560)
section-body-text: اسلام آباد میں حکومت کی جانب سے اعلان کیا گیا کہ عوام کی سہولت کے لیے تمام اقدامات کیے جائیں گے اور اس سلسلے میں متعلقہ اداروں کو ہدایات جاری کر دی گئی ہیں وزیراعظم نے کہا کہ ملک کی ترقی کے لیے سب کو مل کر کام کرنا ہوگا اور قانون کی بالادستی کو یقینی بنایا جائے گا اسلام آباد میں حکومت کی جانب سے اعلان کیا گیا کہ عوام کی سہولت کے لیے تمام اقدامات کیے جائیں گے اور اس سلسلے میں متعلقہ اداروں کو ہدایات جاری کر دی گئی ہیں وزیراعظم نے کہا کہ ملک کی ترقی کے لیے سب کو مل کر کام کرنا ہوگا اور قانون کی بالادستی کو یقینی بنایا جائے گا اسلام آباد میں حکومت کی جانب سے اعلان کیا گیا کہ عوام کی سہولت کے لیے تمام اقدامات کیے جائیں گے اور اس سلسلے میں متعلقہ اداروں کو ہدایات جاری کر دی گئی ہیں وزیراعظم نے کہا کہ ملک کی ترقی کے لیے سب کو مل کر کام کرنا ہوگا اور قانون کی بالادستی کو یقینی بنایا جائے گا اسلام آباد میں حکومت کی جانب سے اعلان کیا گیا کہ عوام کی سہولت کے لیے تمام اقدامات کیے جائیں گے اور اس سلسلے میں متعلقہ اداروں کو ہدایات جاری کر دی گئی ہیں وزیراعظم نے کہا کہ ملک کی ترقی کے لیے سب کو مل کر کام کرنا ہوگا اور قانون کی بالادستی کو یقینی بنایا جائے گا اسلام آباد میں حکومت کی جانب سے اعلان کیا گیا کہ عوام کی سہولت کے لیے تمام اقدامات کیے جائیں گے اور اس سلسلے میں متعلقہ اداروں کو ہدایات جاری کر دی گئی ہیں وزیراعظم نے کہا کہ ملک کی ترقی کے لیے سب کو مل کر کام کرنا ہوگا اور قانون کی بالادستی کو یقینی بنایا جائے گا اسلام آباد میں حکومت کی جانب سے اعلان کیا گیا کہ عوام کی سہولت کے لیے تمام اقدامات کیے جائیں گے اور اس سلسلے میں متعلقہ اداروں کو ہدایات جاری کر دی گئی ہیں وزیراعظم نے کہا کہ ملک کی ترقی کے لیے سب کو مل کر کام کرنا ہوگا اور قانون کی بالادستی کو یقینی بنایا جائے گا اسلام آباد میں حکومت کی جانب سے اعلان کیا گیا کہ عوام کی سہولت کے لیے تمام اقدامات کیے جائیں گے اور اس سلسلے میں متعلقہ اداروں کو ہدایات جاری کر دی گئی ہیں وزیراعظم نے کہا کہ ملک کی ترقی کے لیے سب کو مل کر کام کرنا ہوگا اور قانون کی بالادستی کو یقینی بنایا جائے گا اسلام آباد میں حکومت کی جانب سے اعلان کیا گیا کہ عوام کی سہولت کے لیے تمام اقدامات کیے جائیں گے اور اس سلس (753, 791, 932, 1291)
notice-text: میری موٹر سائیکل رجسٹریشن نمبر BDR 252 اور شناختی کارڈ نمبر CD 673974 اور دیگر کاغذات گم ہو گئے ہیں اگر کسی صاحب کو ملیں تو ازراہ کرم رابطہ کرے۔ مشتہر اسلام آباد (1320, 337, 1487, 397)
continuation-section (1127, 1186, 1305, 1542)
section-header (566, 1691, 744, 1710)
section-body-text: اسلام آباد میں حکومت کی جانب سے اعلان کیا گیا کہ عوام کی سہولت کے لیے تمام اقدامات کیے جائیں گے اور اس سلسلے میں متعلقہ اداروں کو ہدایات جاری کر دی گئی ہیں وزیراعظم نے کہا کہ ملک کی ت (1127, 286, 1306, 332)
section-header (379, 283, 557, 302)
bqiya-label: بقیہ (528, 1323, 553, 1338)
column-4 (749, 106, 936, 2464)
section-body-text: اسلام آباد میں حکومت کی جانب سے اعلان کیا گیا کہ عوام کی سہولت کے لیے تمام اقدامات کیے جائیں گے اور اس سلسلے میں متعلقہ اداروں کو ہدایات جاری کر دی گئی ہیں وزیراعظم نے کہا کہ ملک کی ت (753, 1320, 932, 1367)
section-header (192, 1397, 370, 1416)
section-title: اعلان (830, 1451, 854, 1465)
bqiya-label: بقیہ (1462, 1952, 1487, 1966)
section-number: 2 (1317, 964, 1342, 982)
section-title: عمران خان (1187, 342, 1238, 355)
bqiya-label: بقیہ (1276, 799, 1301, 813)
continuation-section (5, 939, 183, 1248)
section-number: 20 (756, 113, 788, 130)
section-header (566, 1445, 744, 1464)
bqiya-label: بقیہ (153, 941, 178, 956)
section-header (566, 112, 744, 131)
section-header (192, 164, 370, 183)
bqiya-label: بقیہ (153, 115, 178, 128)
section-title: سراج الحق (1004, 238, 1054, 251)
section-header (754, 112, 932, 131)
continuation-section (192, 673, 370, 934)
section-number: 48 (194, 1474, 226, 1491)
section-header (5, 1544, 183, 1563)
section-title: ڈاکٹر (270, 1476, 292, 1489)
section-title: عدالت بار (1190, 115, 1234, 128)
section-header (5, 501, 183, 521)
bqiya-label: بقیہ (1462, 1399, 1487, 1414)
section-body-text: اسلام آباد میں حکومت کی جانب سے اعلان کیا گیا کہ عوام کی سہولت کے لیے تمام اقدامات کیے جائیں گے اور اس سلسلے میں متعلقہ اداروں کو ہدایات جاری کر دی گئی ہیں وزیراعظم نے کہا کہ ملک کی ترقی کے لیے سب کو مل کر کام کرنا ہوگا اور قانون کی بالادستی کو یقینی بنایا جائے گا اسلام آباد میں حکومت کی جانب سے اعلان کیا گیا کہ عوام کی سہولت کے لیے تمام اقدامات کیے جائیں گے اور اس سلسلے میں متعلقہ اداروں کو ہدایات جاری کر دی گئی ہیں وزیراعظم نے کہا کہ ملک کی ترقی کے لیے سب کو مل کر کام کرنا ہوگا اور قانون کی بالادستی کو یقینی بنایا جائے گا اسلام آباد میں حکومت کی جانب سے اعلان کیا گیا کہ عوام کی سہولت کے لیے تمام اقدامات کیے جائیں گے اور اس سلسلے میں متعلقہ اداروں کو ہدایات جاری کر دی گئی ہیں وزیراعظم نے کہا کہ ملک کی ترقی کے لیے سب کو مل کر کام کرنا ہوگا اور قانون کی بالادستی کو یقینی بنایا جائے گا اسلام آباد میں حکومت کی جانب سے اعلان کیا گیا کہ عوام کی سہولت کے لیے تمام اقدامات کیے جائیں گے اور اس سلسلے میں متعلقہ اداروں کو ہدایات جاری کر دی گئی ہیں وزیراعظم نے کہا کہ ملک کی ترقی کے لیے سب کو مل کر کام کرنا ہوگا اور قانون کی بالادستی کو یقینی بنایا جائے گا اسلام آباد میں حکومت کی جانب سے اعلان کیا گیا کہ عوام کی سہو (1127, 819, 1306, 1104)
section-title: افسوس (823, 115, 861, 128)
continuation-section (566, 330, 744, 543)
section-header (566, 1616, 744, 1635)
section-number: 54 (7, 1255, 39, 1272)
bqiya-label: بقیہ (901, 771, 926, 785)
section-title: مریم نواز (633, 552, 676, 566)
section-header (1315, 963, 1493, 983)
section-body-text: اسلام آباد میں حکومت کی جانب سے اعلان کیا گیا کہ عوام کی سہولت کے لیے تمام اقدامات کیے جائیں گے اور اس سلسلے میں متعلقہ اداروں کو ہدایات جاری کر دی گئی ہیں وزیراعظم نے کہا کہ ملک کی ت (1127, 210, 1306, 256)
section-body-text: اسلام آباد میں حکومت کی جانب سے اعلان کیا گیا کہ عوام کی سہولت کے لیے تمام اقدامات کیے جائیں گے اور اس سلسلے میں متعلقہ اداروں کو ہدایات جاری کر دی گئی ہیں وزیراعظم نے کہا کہ ملک کی ت (566, 1638, 745, 1684)
bqiya-label: بقیہ (528, 1566, 553, 1580)
section-body-text: اسلام آباد میں حکومت کی جانب سے اعلان کیا گیا کہ عوام کی سہولت کے لیے تمام اقدامات کیے جائیں گے اور اس سلسلے میں متعلقہ اداروں کو ہدایات جاری کر دی گئی ہیں وزیراعظم نے کہا کہ ملک کی ترقی کے لیے سب کو مل کر کام کرنا ہوگا اور قانون کی بالادستی کو یقینی بنایا جائے گا اسلام آباد میں حکومت کی جانب سے اعلان کیا گیا کہ عوام کی سہولت کے لیے تمام اقدامات کیے جائیں گے اور اس سلسلے میں متعلقہ اداروں کو ہدایات جاری کر دی گئی ہیں وزیراعظم نے کہا کہ ملک کی ترقی کے لیے سب کو مل کر کام کرنا ہوگا اور قانون کی بالادستی کو یقینی بنایا جائے گا اسلام آباد میں حکومت کی جانب سے اعلان کیا گیا کہ عوام کی سہولت کے لیے تمام اقدامات کیے جائیں گے اور اس سلسلے میں متعلقہ اداروں کو ہدایات جاری کر دی گئی ہیں وزیراعظم نے کہا کہ ملک کی ترقی کے لیے سب کو مل کر کام کرن (566, 572, 745, 761)
section-body-text: اسلام آباد میں حکومت کی جانب سے اعلان کیا گیا کہ عوام کی سہولت کے لیے تمام اقدامات کیے جائیں گے اور اس سلسلے میں متعلقہ اداروں کو ہدایات جاری کر دی گئی ہیں وزیراعظم نے کہا کہ ملک کی ترقی کے لیے سب کو مل کر کام کرنا ہوگا اور قانون کی بالادستی کو یقینی بنایا جائے گا اسلام آباد میں حکومت کی جانب سے اعلان کیا گیا کہ عوام کی سہولت کے لیے تمام اقدامات کیے جائیں گے اور اس سلسلے میں متعلقہ اداروں کو ہدایات جاری کر دی گئی ہیں وزیراعظم نے کہا کہ ملک کی ترقی کے لیے سب کو مل کر کام کرنا ہوگا اور قانون کی بالادستی کو یقینی بنایا جائے گا اسلام آباد میں حکومت کی جانب سے اعلان کیا گیا کہ عوام کی سہولت کے لیے تمام اقدامات کیے جائیں گے اور اس سلسلے میں متعلقہ اداروں کو ہدایات جاری کر دی گئی ہیں وزیراعظم نے کہا کہ ملک کی ترقی کے لیے سب کو مل کر کام کرنا ہوگا اور قانون کی بالادستی کو یقینی بنایا جائے گا اسلام آباد میں حکومت کی جانب سے اعلان کیا گیا کہ عوام کی سہولت کے لیے تمام اقدامات کیے جائیں گے اور اس سلسلے میں متعلقہ اداروں کو ہدایات جاری کر دی گئی ہیں وزیراعظم نے کہا کہ ملک کی ترقی کے لیے سب کو مل کر کام کرنا ہوگا اور قانون کی بالادستی کو یقینی بنایا جائے گا اسلام آباد میں حکومت کی جانب سے اعلان کیا گیا کہ عوام کی سہولت کے لیے تمام اقدامات کیے جائیں گے اور اس سلسلے میں متعلقہ اداروں کو ہدایات جاری کر دی گئی ہیں وزیراعظم نے کہا کہ ملک کی ترقی کے لیے سب کو مل کر کام کرنا ہوگا اور قانون کی بالادستی کو یقینی بنایا جائے گا اسلام آباد میں حکومت کی جانب سے اعلان کیا گیا کہ عوام کی سہولت کے لیے تمام اقدامات کیے جائیں گے اور اس سلسلے میں متعلقہ اداروں کو ہدایات جاری کر دی گئی ہیں وزیراعظم نے کہا کہ ملک کی ترقی کے لیے سب کو مل کر کام کرنا ہوگا اور قانون کی بالادستی کو یقینی بنایا جائے گا (1314, 986, 1493, 1390)
section-number: 50 (7, 331, 39, 348)
section-body-text: اسلام آباد میں حکومت کی جانب سے اعلان کیا گیا کہ عوام کی سہولت کے لیے تمام اقدامات کیے جائیں گے اور اس سلسلے میں متعلقہ اداروں کو ہدایات جاری کر دی گئی ہیں وزیراعظم نے کہا کہ ملک کی ترقی کے لیے سب کو مل کر کام کرنا ہوگا اور قانون کی بالادستی کو یقینی بنایا جائے گا اسلام آباد میں حکومت کی جانب سے اعلان کیا گیا کہ عوام کی سہولت کے لیے تمام اقدامات کیے جائیں گے اور اس سلسلے میں متعلقہ اداروں کو ہدایات جاری کر دی گئی ہیں وزیراعظم نے کہا کہ ملک کی ترقی کے لیے سب کو مل کر کام کرنا ہوگا اور قانون کی بالادستی کو یقینی بنایا جائے گا اسلام آباد میں حکومت کی جانب سے اعلان کیا گیا کہ عوام کی سہولت کے لیے تمام اقدامات کیے جائیں گے اور اس سلسلے میں متعلقہ اداروں کو ہدایات جاری کر دی گئی ہیں وزیراعظم نے کہا کہ ملک کی ترقی کے لیے سب کو مل کر کام کرنا ہوگا اور قانون کی بالادستی کو یقینی بنایا جائے گا اسلام آباد میں حکومت کی جانب سے اعلان کیا گیا ک (940, 525, 1120, 738)
section-body-text: اسلام آباد میں حکومت کی جانب سے اعلان کیا گیا کہ عوام کی سہولت کے لیے تمام اقدامات کیے جائیں گے اور اس سلسلے میں متعلقہ اداروں کو ہدایات جاری کر دی گئی ہیں وزیراعظم نے کہا کہ ملک کی ترقی کے لیے سب کو مل کر کام کرنا ہوگا اور قانون کی بالادستی کو یقینی بنایا جائے گا اسلام آباد میں حکومت کی جانب سے اعلان کیا گیا کہ عوام کی سہولت کے لیے تمام اقدامات کیے جائیں گے اور اس سلسلے میں متعلقہ اداروں کو ہدایات جاری کر دی گئی ہیں وزیراعظم نے کہا کہ ملک کی ترقی کے لیے سب (1314, 1972, 1493, 2091)
section-title: ورکشاپ (261, 290, 299, 303)
section-number: 42 (194, 113, 226, 130)
bqiya-label: بقیہ (1089, 238, 1114, 252)
notice-title: اندراج فوتگی نامہ (1359, 116, 1487, 133)
section-header (5, 330, 183, 349)
section-body-text: اسلام آباد میں حکومت کی جانب سے اعلان کیا گیا کہ عوام کی سہولت کے لیے تمام اقدامات کیے جائیں گے اور اس سلسلے میں متعلقہ اداروں کو ہدایات جاری کر دی گئی ہیں وزیراعظم نے کہا کہ ملک کی ترقی کے لیے سب کو مل کر کام کرنا ہوگا اور قانون کی بالادستی کو یقینی بنایا جائے گا اسلام آباد میں حکومت کی جانب سے اعلان کیا گیا کہ عوام کی سہولت کے لیے تمام اقدامات کیے جائیں گے اور اس سلسلے میں متعلقہ اداروں کو ہدایات جاری کر دی گئی ہیں وزیراعظم نے کہا کہ ملک کی ترقی کے لیے سب کو مل کر کام کرنا ہوگا اور قانون کی بالادستی کو یقینی بنایا جائے گا اسلام آباد میں حکومت کی جانب (378, 305, 558, 448)
section-body-text: اسلام آباد میں حکومت کی جانب سے اعلان کیا گیا کہ عوام کی سہولت کے لیے تمام اقدامات کیے جائیں گے اور اس سلسلے میں متعلقہ اداروں کو ہدایات جاری کر دی گئی ہیں وزیراعظم نے کہا کہ ملک کی ترقی کے لیے سب کو مل کر کام کرنا ہوگا اور قانون کی بالادستی کو یقینی بنایا جائے گا اسلام آباد میں حکومت کی جانب سے اعلان کیا گیا کہ عوام کی سہولت کے لیے تمام اقدامات کیے جائیں گے اور اس سلسلے میں متعلقہ اداروں کو ہدایات جاری کر دی گئی ہیں وزیراعظم نے کہا کہ ملک کی ترقی کے لیے سب کو مل کر کام کرنا ہوگا اور قانون کی بالادستی کو یقینی بنایا جائے گا اسلام آباد میں حکومت کی جانب سے اعلان کیا گیا کہ عوام کی سہولت کے لیے تمام اقدامات کیے جائیں گے اور اس سلسلے میں متعلقہ اداروں کو ہدایات جاری کر دی گئی ہیں وزیراعظم نے کہا کہ ملک کی ترقی کے لیے سب کو مل کر کام کرن (566, 135, 745, 324)
section-number: 7 (1129, 264, 1154, 281)
section-number: 13 (1129, 2197, 1162, 2215)
continuation-section (1127, 1549, 1305, 2192)
continuation-section (5, 501, 183, 762)
bqiya-label: بقیہ (153, 771, 178, 785)
continuation-section (566, 1226, 744, 1439)
section-title: موٹروے پولیس (1184, 1189, 1248, 1202)
bqiya-label: بقیہ (1089, 1375, 1114, 1390)
section-header (941, 744, 1119, 763)
section-header (941, 112, 1119, 131)
section-number: 30 (568, 551, 601, 568)
section-number: 17 (942, 745, 975, 762)
bqiya-label: بقیہ (901, 1375, 926, 1390)
section-number: 33 (568, 1446, 601, 1463)
continuation-section (566, 768, 744, 1219)
section-number: 23 (756, 769, 788, 786)
section-number: 47 (194, 1398, 226, 1415)
section-header (1127, 188, 1305, 207)
